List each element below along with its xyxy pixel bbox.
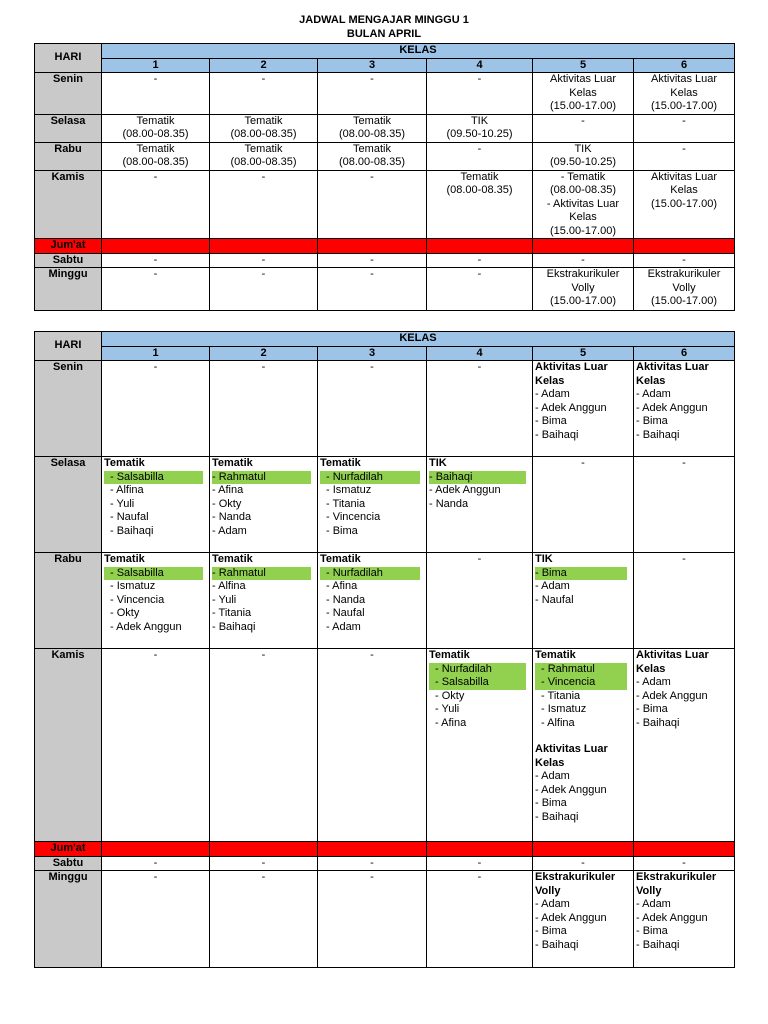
cell-empty: - bbox=[634, 142, 735, 170]
cell-student-list: Tematik - Nurfadilah - Afina - Nanda - Naufal - Adam bbox=[318, 553, 427, 649]
cell-empty: - bbox=[210, 73, 318, 115]
friday-cell bbox=[634, 239, 735, 254]
kelas-header: KELAS bbox=[102, 332, 735, 347]
class-number: 2 bbox=[210, 58, 318, 73]
class-number: 6 bbox=[634, 346, 735, 361]
cell-empty: - bbox=[102, 649, 210, 842]
cell-lesson: Tematik (08.00-08.35) bbox=[210, 142, 318, 170]
cell-empty: - bbox=[533, 457, 634, 553]
student-highlighted: - Nurfadilah bbox=[320, 567, 420, 581]
cell-empty: - bbox=[102, 871, 210, 968]
cell-activity: Aktivitas Luar Kelas (15.00-17.00) bbox=[634, 73, 735, 115]
cell-empty: - bbox=[102, 73, 210, 115]
day-label: Minggu bbox=[35, 871, 102, 968]
friday-cell bbox=[427, 239, 533, 254]
cell-empty: - bbox=[102, 170, 210, 239]
schedule-table-students bbox=[34, 331, 735, 968]
class-number: 1 bbox=[102, 58, 210, 73]
student-highlighted: - Rahmatul bbox=[212, 471, 311, 485]
friday-cell bbox=[102, 239, 210, 254]
cell-activity: Ekstrakurikuler Volly (15.00-17.00) bbox=[533, 268, 634, 311]
cell-student-list: Tematik - Rahmatul - Alfina - Yuli - Titania - Baihaqi bbox=[210, 553, 318, 649]
day-label: Senin bbox=[35, 73, 102, 115]
cell-empty: - bbox=[102, 361, 210, 457]
student-highlighted: - Rahmatul bbox=[535, 663, 627, 677]
student-highlighted: - Rahmatul bbox=[212, 567, 311, 581]
day-label: Selasa bbox=[35, 114, 102, 142]
page-title: JADWAL MENGAJAR MINGGU 1 bbox=[299, 14, 469, 26]
cell-student-list: Tematik - Rahmatul - Afina - Okty - Nanda - Adam bbox=[210, 457, 318, 553]
friday-cell bbox=[210, 239, 318, 254]
cell-empty: - bbox=[427, 142, 533, 170]
friday-cell bbox=[210, 842, 318, 857]
cell-lesson: TIK (09.50-10.25) bbox=[533, 142, 634, 170]
class-number: 3 bbox=[318, 346, 427, 361]
cell-student-list: Tematik - Nurfadilah - Ismatuz - Titania - Vincencia - Bima bbox=[318, 457, 427, 553]
cell-empty: - bbox=[318, 268, 427, 311]
cell-empty: - bbox=[318, 73, 427, 115]
class-number: 4 bbox=[427, 58, 533, 73]
cell-activity: Aktivitas Luar Kelas (15.00-17.00) bbox=[533, 73, 634, 115]
friday-cell bbox=[102, 842, 210, 857]
cell-empty: - bbox=[427, 361, 533, 457]
cell-activity-list: Aktivitas Luar Kelas - Adam - Adek Anggun - Bima - Baihaqi bbox=[634, 361, 735, 457]
cell-lesson: - Tematik (08.00-08.35) - Aktivitas Luar Kelas (15.00-17.00) bbox=[533, 170, 634, 239]
cell-empty: - bbox=[318, 361, 427, 457]
cell-empty: - bbox=[210, 856, 318, 871]
friday-cell bbox=[533, 842, 634, 857]
cell-lesson: Tematik (08.00-08.35) bbox=[318, 142, 427, 170]
page-subtitle: BULAN APRIL bbox=[346, 28, 422, 40]
cell-empty: - bbox=[102, 856, 210, 871]
student-highlighted: - Bima bbox=[535, 567, 627, 581]
day-label: Kamis bbox=[35, 170, 102, 239]
cell-empty: - bbox=[427, 871, 533, 968]
class-number: 5 bbox=[533, 58, 634, 73]
cell-empty: - bbox=[318, 253, 427, 268]
day-label: Sabtu bbox=[35, 856, 102, 871]
cell-empty: - bbox=[210, 649, 318, 842]
cell-lesson: TIK (09.50-10.25) bbox=[427, 114, 533, 142]
cell-student-list: Tematik - Salsabilla - Ismatuz - Vincencia - Okty - Adek Anggun bbox=[102, 553, 210, 649]
day-label: Senin bbox=[35, 361, 102, 457]
cell-activity: Aktivitas Luar Kelas (15.00-17.00) bbox=[634, 170, 735, 239]
friday-cell bbox=[318, 842, 427, 857]
cell-activity-list: Aktivitas Luar Kelas - Adam - Adek Anggun - Bima - Baihaqi bbox=[533, 361, 634, 457]
cell-empty: - bbox=[210, 361, 318, 457]
cell-empty: - bbox=[318, 170, 427, 239]
cell-empty: - bbox=[634, 856, 735, 871]
day-label-friday: Jum'at bbox=[35, 239, 102, 254]
cell-student-list: Tematik - Salsabilla - Alfina - Yuli - Naufal - Baihaqi bbox=[102, 457, 210, 553]
cell-lesson: Tematik (08.00-08.35) bbox=[210, 114, 318, 142]
day-label-friday: Jum'at bbox=[35, 842, 102, 857]
friday-cell bbox=[318, 239, 427, 254]
student-highlighted: - Vincencia bbox=[535, 676, 627, 690]
class-number: 2 bbox=[210, 346, 318, 361]
class-number: 1 bbox=[102, 346, 210, 361]
cell-student-list: Tematik - Rahmatul - Vincencia - Titania - Ismatuz - Alfina Aktivitas Luar Kelas - Adam - Adek Anggun - Bima - Baihaqi bbox=[533, 649, 634, 842]
friday-cell bbox=[533, 239, 634, 254]
cell-lesson: Tematik (08.00-08.35) bbox=[427, 170, 533, 239]
cell-empty: - bbox=[427, 553, 533, 649]
hari-header: HARI bbox=[35, 332, 102, 361]
friday-cell bbox=[634, 842, 735, 857]
student-highlighted: - Salsabilla bbox=[104, 567, 203, 581]
cell-empty: - bbox=[102, 253, 210, 268]
cell-empty: - bbox=[427, 856, 533, 871]
class-number: 3 bbox=[318, 58, 427, 73]
cell-empty: - bbox=[318, 649, 427, 842]
day-label: Selasa bbox=[35, 457, 102, 553]
cell-empty: - bbox=[634, 114, 735, 142]
cell-empty: - bbox=[533, 253, 634, 268]
day-label: Rabu bbox=[35, 142, 102, 170]
student-highlighted: - Nurfadilah bbox=[320, 471, 420, 485]
student-highlighted: - Salsabilla bbox=[104, 471, 203, 485]
cell-empty: - bbox=[533, 856, 634, 871]
day-label: Minggu bbox=[35, 268, 102, 311]
day-label: Rabu bbox=[35, 553, 102, 649]
day-label: Sabtu bbox=[35, 253, 102, 268]
cell-empty: - bbox=[427, 253, 533, 268]
class-number: 5 bbox=[533, 346, 634, 361]
class-number: 4 bbox=[427, 346, 533, 361]
cell-empty: - bbox=[634, 253, 735, 268]
cell-empty: - bbox=[533, 114, 634, 142]
cell-student-list: TIK - Baihaqi - Adek Anggun - Nanda bbox=[427, 457, 533, 553]
cell-activity-list: Ekstrakurikuler Volly - Adam - Adek Anggun - Bima - Baihaqi bbox=[634, 871, 735, 968]
cell-empty: - bbox=[210, 170, 318, 239]
cell-empty: - bbox=[634, 457, 735, 553]
cell-empty: - bbox=[210, 871, 318, 968]
student-highlighted: - Baihaqi bbox=[429, 471, 526, 485]
cell-empty: - bbox=[102, 268, 210, 311]
cell-empty: - bbox=[318, 856, 427, 871]
schedule-table-summary bbox=[34, 43, 735, 311]
cell-lesson: Tematik (08.00-08.35) bbox=[102, 142, 210, 170]
cell-lesson: Tematik (08.00-08.35) bbox=[102, 114, 210, 142]
cell-lesson: Tematik (08.00-08.35) bbox=[318, 114, 427, 142]
student-highlighted: - Salsabilla bbox=[429, 676, 526, 690]
day-label: Kamis bbox=[35, 649, 102, 842]
cell-activity-list: Ekstrakurikuler Volly - Adam - Adek Anggun - Bima - Baihaqi bbox=[533, 871, 634, 968]
hari-header: HARI bbox=[35, 44, 102, 73]
cell-student-list: TIK - Bima - Adam - Naufal bbox=[533, 553, 634, 649]
cell-student-list: Tematik - Nurfadilah - Salsabilla - Okty - Yuli - Afina bbox=[427, 649, 533, 842]
class-number: 6 bbox=[634, 58, 735, 73]
friday-cell bbox=[427, 842, 533, 857]
cell-empty: - bbox=[210, 268, 318, 311]
cell-empty: - bbox=[318, 871, 427, 968]
cell-activity-list: Aktivitas Luar Kelas - Adam - Adek Anggun - Bima - Baihaqi bbox=[634, 649, 735, 842]
student-highlighted: - Nurfadilah bbox=[429, 663, 526, 677]
cell-empty: - bbox=[634, 553, 735, 649]
cell-empty: - bbox=[210, 253, 318, 268]
cell-empty: - bbox=[427, 268, 533, 311]
kelas-header: KELAS bbox=[102, 44, 735, 59]
cell-activity: Ekstrakurikuler Volly (15.00-17.00) bbox=[634, 268, 735, 311]
cell-empty: - bbox=[427, 73, 533, 115]
